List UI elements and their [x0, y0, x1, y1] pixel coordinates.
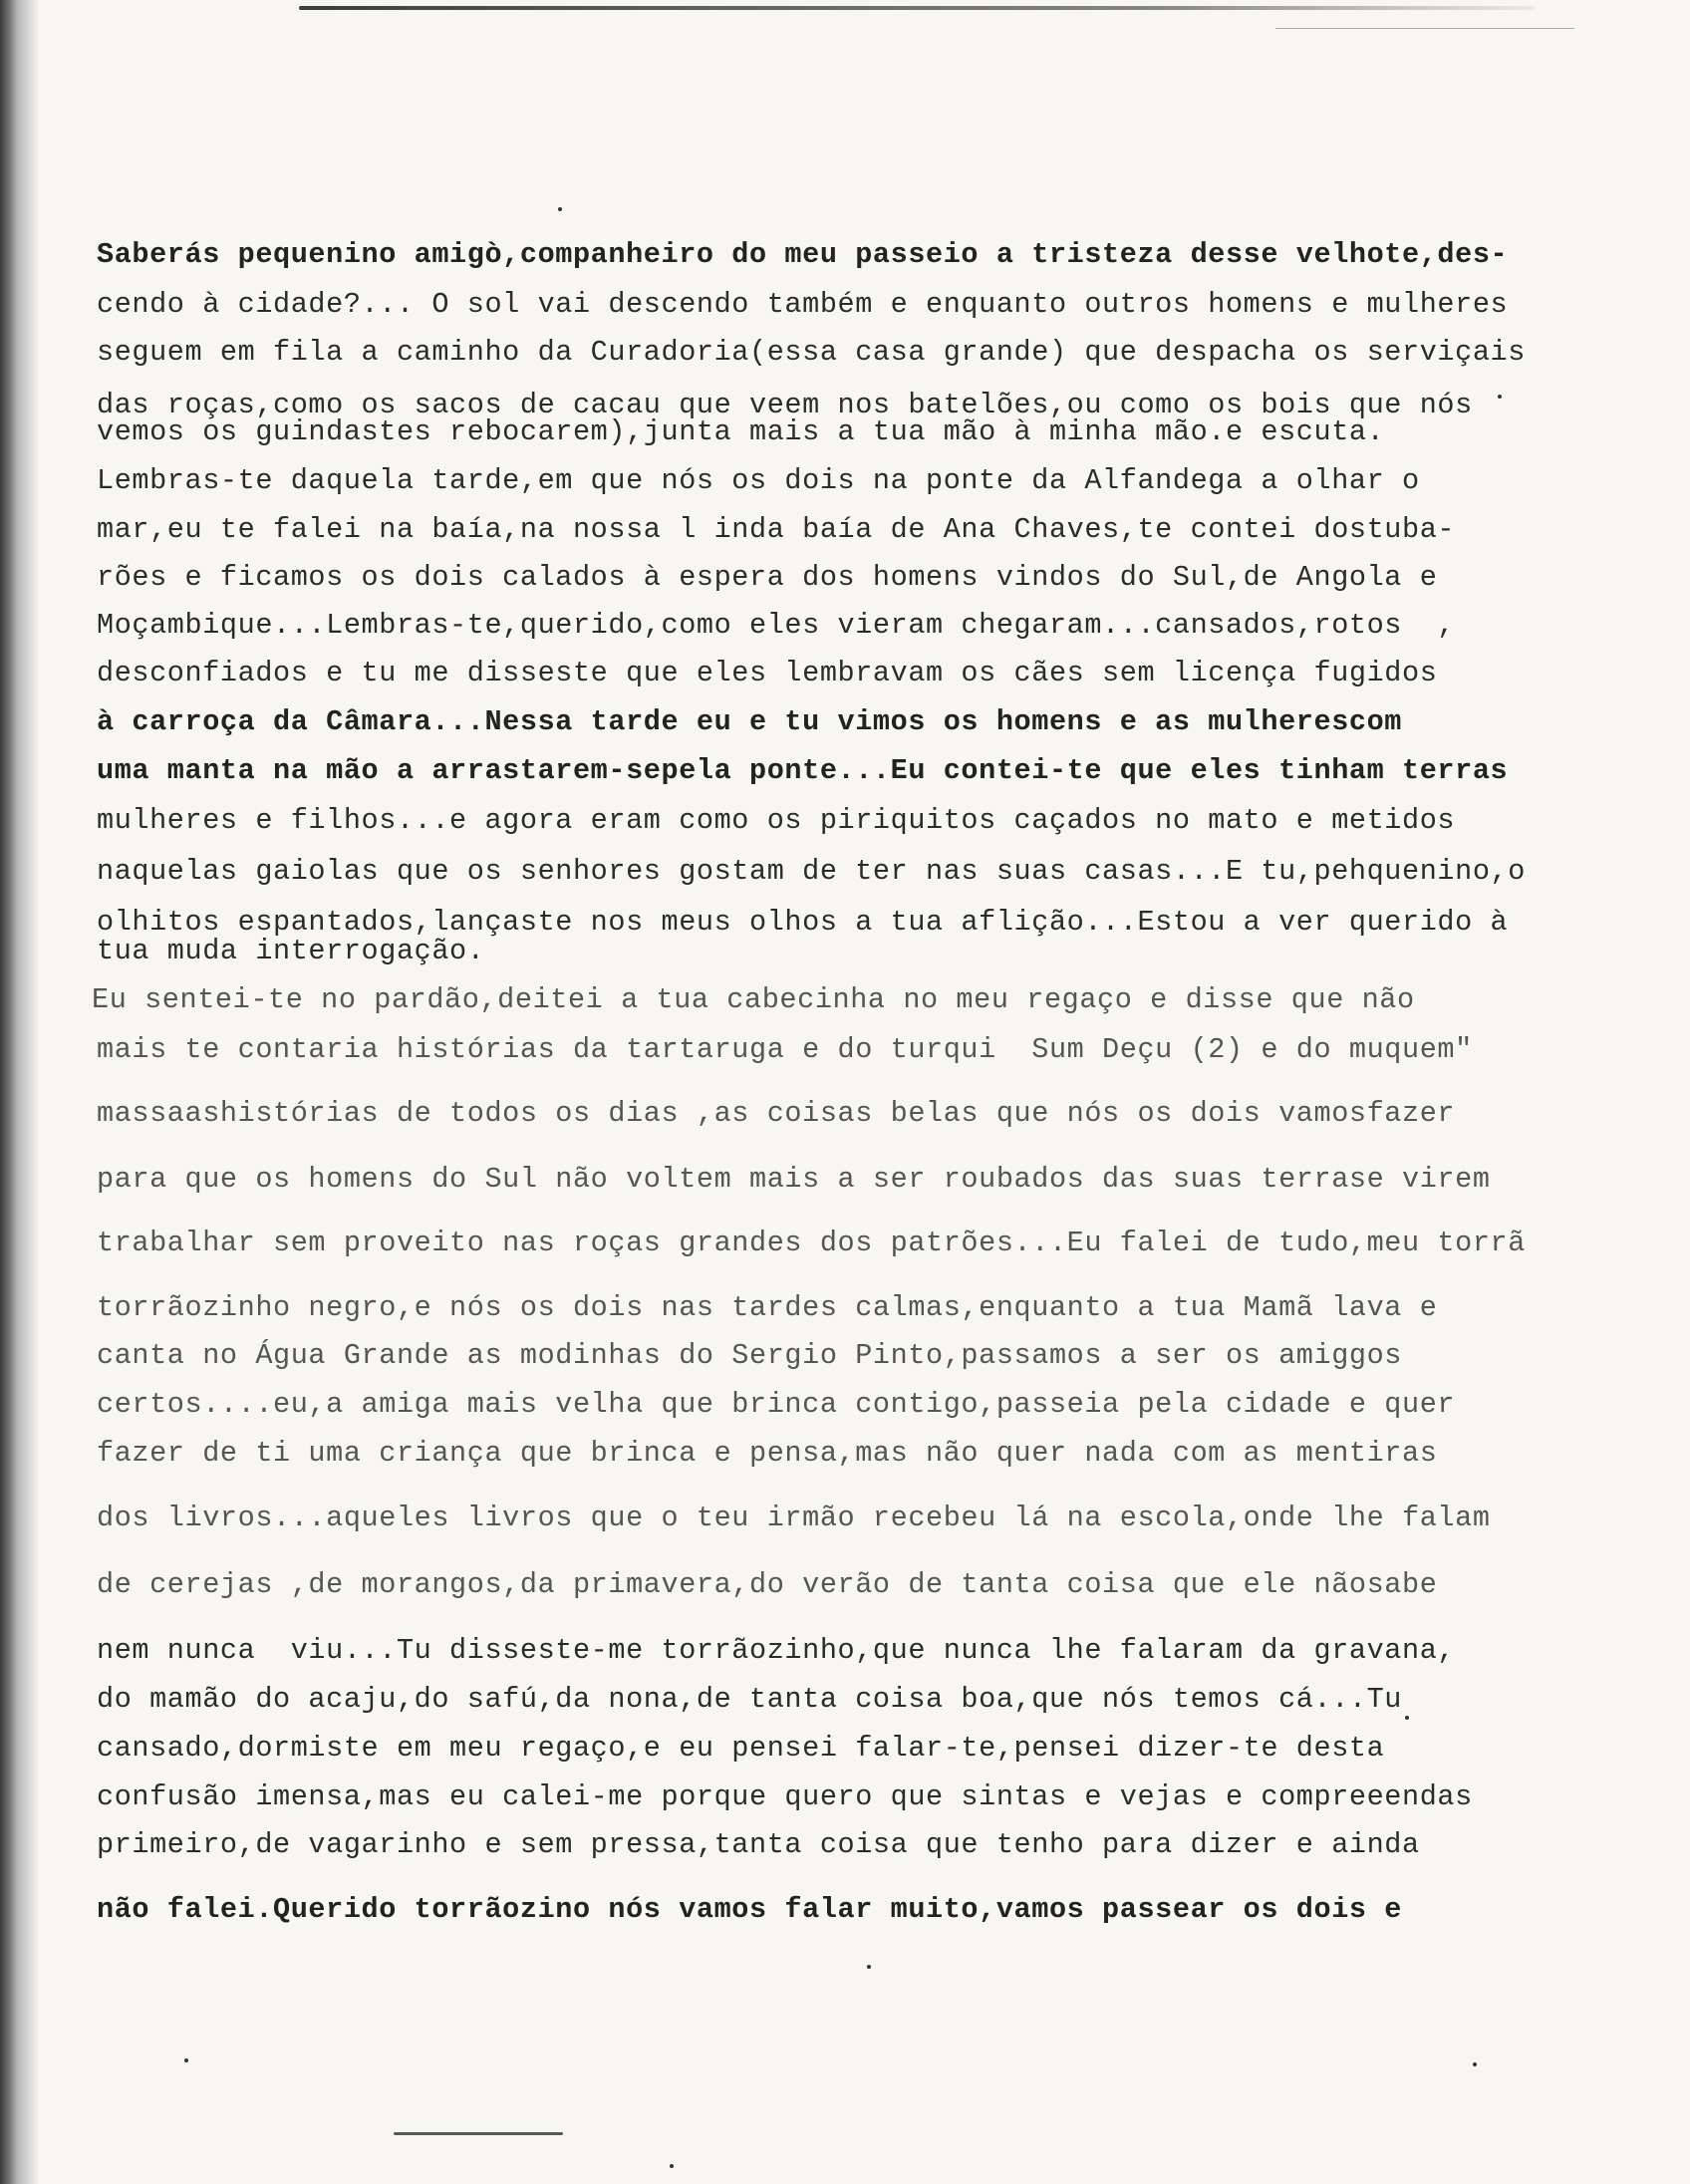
ink-speck: [1405, 1716, 1409, 1720]
text-line: não falei.Querido torrãozino nós vamos falar muito,vamos passear os dois e: [97, 1893, 1403, 1926]
ink-speck: [558, 207, 562, 211]
text-line: mais te contaria histórias da tartaruga e do turqui Sum Deçu (2) e do muquem": [97, 1033, 1473, 1066]
text-line: do mamão do acaju,do safú,da nona,de tanta coisa boa,que nós temos cá...Tu: [97, 1683, 1403, 1716]
text-line: cansado,dormiste em meu regaço,e eu pensei falar-te,pensei dizer-te desta: [97, 1732, 1385, 1765]
text-line: rões e ficamos os dois calados à espera dos homens vindos do Sul,de Angola e: [97, 561, 1438, 594]
text-line: à carroça da Câmara...Nessa tarde eu e tu vimos os homens e as mulherescom: [97, 705, 1403, 738]
text-line: olhitos espantados,lançaste nos meus olhos a tua aflição...Estou a ver querido à: [97, 906, 1509, 939]
text-line: naquelas gaiolas que os senhores gostam de ter nas suas casas...E tu,pehquenino,o: [97, 855, 1526, 888]
text-line: de cerejas ,de morangos,da primavera,do verão de tanta coisa que ele nãosabe: [97, 1568, 1438, 1601]
ink-speck: [670, 2164, 674, 2168]
text-line: dos livros...aqueles livros que o teu irmão recebeu lá na escola,onde lhe falam: [97, 1502, 1491, 1534]
text-line: confusão imensa,mas eu calei-me porque quero que sintas e vejas e compreeendas: [97, 1780, 1473, 1813]
text-line: vemos os guindastes rebocarem),junta mais a tua mão à minha mão.e escuta.: [97, 415, 1385, 448]
ink-speck: [1498, 395, 1502, 399]
text-line: das roças,como os sacos de cacau que veem nos batelões,ou como os bois que nós: [97, 389, 1473, 421]
text-line: torrãozinho negro,e nós os dois nas tardes calmas,enquanto a tua Mamã lava e: [97, 1291, 1438, 1324]
text-line: tua muda interrogação.: [97, 935, 485, 967]
text-line: Moçambique...Lembras-te,querido,como eles vieram chegaram...cansados,rotos ,: [97, 609, 1456, 642]
text-line: fazer de ti uma criança que brinca e pensa,mas não quer nada com as mentiras: [97, 1437, 1438, 1470]
ink-speck: [1473, 2062, 1477, 2066]
text-line: cendo à cidade?... O sol vai descendo também e enquanto outros homens e mulheres: [97, 288, 1509, 321]
text-line: primeiro,de vagarinho e sem pressa,tanta coisa que tenho para dizer e ainda: [97, 1828, 1420, 1861]
text-line: desconfiados e tu me disseste que eles lembravam os cães sem licença fugidos: [97, 657, 1438, 689]
text-line: certos....eu,a amiga mais velha que brinca contigo,passeia pela cidade e quer: [97, 1388, 1456, 1421]
bottom-rule: [394, 2132, 563, 2135]
text-line: canta no Água Grande as modinhas do Sergio Pinto,passamos a ser os amiggos: [97, 1339, 1403, 1372]
text-line: Saberás pequenino amigò,companheiro do meu passeio a tristeza desse velhote,des-: [97, 238, 1509, 271]
text-line: Lembras-te daquela tarde,em que nós os dois na ponte da Alfandega a olhar o: [97, 464, 1420, 497]
text-line: nem nunca viu...Tu disseste-me torrãozinho,que nunca lhe falaram da gravana,: [97, 1634, 1456, 1667]
ink-speck: [184, 2058, 188, 2062]
text-line: massaashistórias de todos os dias ,as coisas belas que nós os dois vamosfazer: [97, 1097, 1456, 1130]
text-line: trabalhar sem proveito nas roças grandes dos patrões...Eu falei de tudo,meu torrã: [97, 1227, 1526, 1259]
text-line: mulheres e filhos...e agora eram como os piriquitos caçados no mato e metidos: [97, 804, 1456, 837]
ink-speck: [867, 1965, 871, 1969]
text-line: mar,eu te falei na baía,na nossa l inda baía de Ana Chaves,te contei dostuba-: [97, 513, 1456, 546]
text-line: uma manta na mão a arrastarem-sepela ponte...Eu contei-te que eles tinham terras: [97, 754, 1509, 787]
text-line: para que os homens do Sul não voltem mais a ser roubados das suas terrase virem: [97, 1163, 1491, 1196]
text-line: seguem em fila a caminho da Curadoria(essa casa grande) que despacha os serviçais: [97, 336, 1526, 369]
top-rule: [299, 6, 1535, 10]
text-line: Eu sentei-te no pardão,deitei a tua cabecinha no meu regaço e disse que não: [92, 983, 1415, 1016]
top-rule-thin: [1275, 28, 1574, 29]
scan-edge-shadow: [0, 0, 40, 2184]
